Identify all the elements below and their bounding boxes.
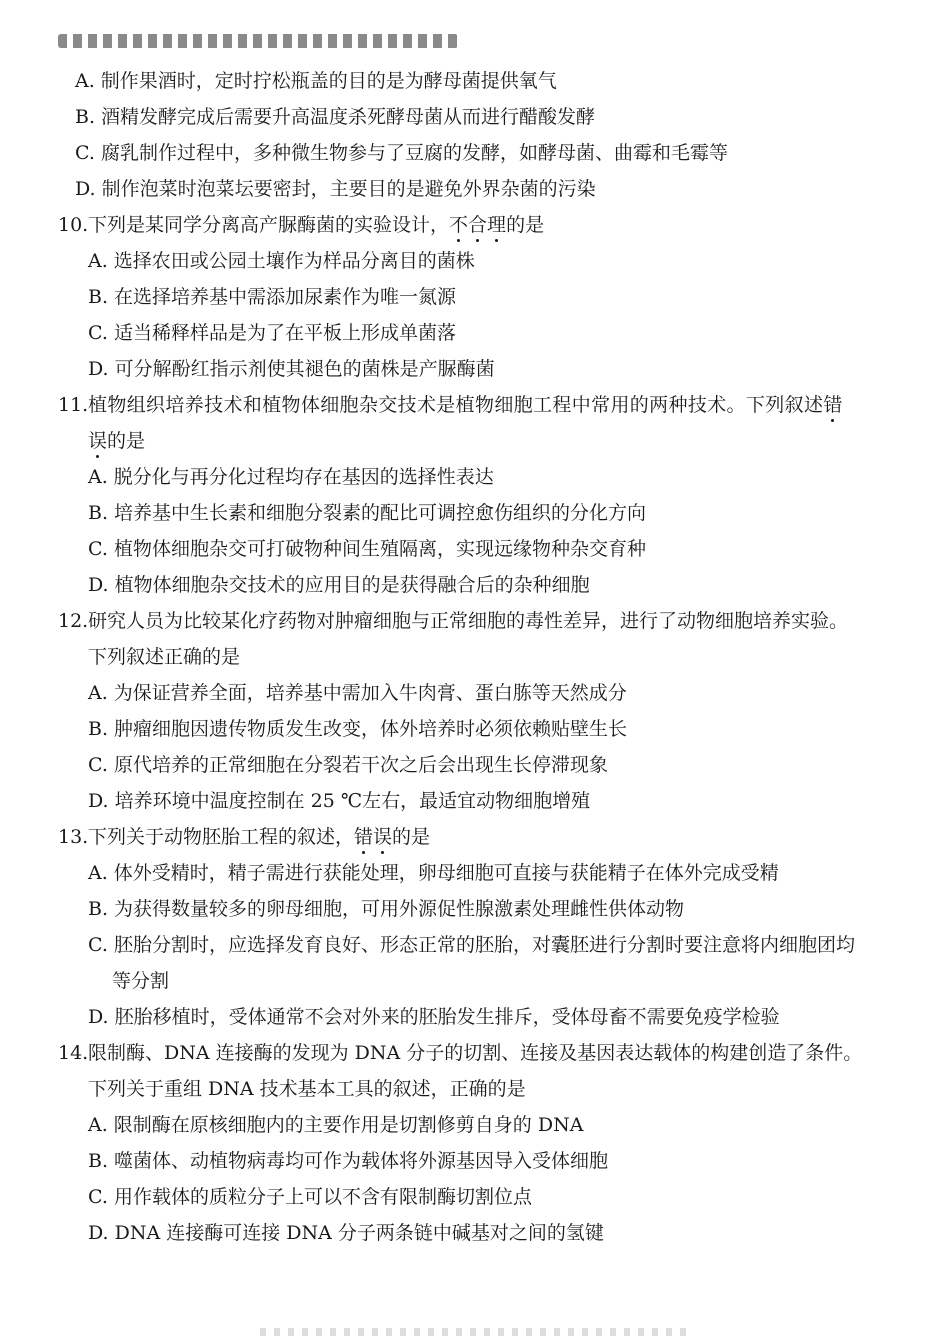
q13-option-c-continued: 等分割 — [112, 970, 170, 992]
q14-option-d: D. DNA 连接酶可连接 DNA 分子两条链中碱基对之间的氢键 — [88, 1222, 604, 1244]
q13-option-c: C. 胚胎分割时，应选择发育良好、形态正常的胚胎，对囊胚进行分割时要注意将内细胞团均 — [88, 934, 855, 956]
q11-number: 11. — [58, 394, 89, 416]
emphasis-char: 错 — [823, 387, 842, 423]
q13-number: 13. — [58, 826, 89, 848]
q10-number: 10. — [58, 214, 89, 236]
q13-option-a: A. 体外受精时，精子需进行获能处理，卵母细胞可直接与获能精子在体外完成受精 — [88, 862, 779, 884]
q12-option-d: D. 培养环境中温度控制在 25 ℃左右，最适宜动物细胞增殖 — [88, 790, 591, 812]
emphasis-char: 误 — [88, 423, 107, 459]
q14-option-b: B. 噬菌体、动植物病毒均可作为载体将外源基因导入受体细胞 — [88, 1150, 609, 1172]
q9-option-b: B. 酒精发酵完成后需要升高温度杀死酵母菌从而进行醋酸发酵 — [75, 106, 596, 128]
q9-option-a: A. 制作果酒时，定时拧松瓶盖的目的是为酵母菌提供氧气 — [75, 70, 557, 92]
q14-option-a: A. 限制酶在原核细胞内的主要作用是切割修剪自身的 DNA — [88, 1114, 584, 1136]
q12-option-c: C. 原代培养的正常细胞在分裂若干次之后会出现生长停滞现象 — [88, 754, 608, 776]
q14-number: 14. — [58, 1042, 89, 1064]
q12-option-b: B. 肿瘤细胞因遗传物质发生改变，体外培养时必须依赖贴壁生长 — [88, 718, 628, 740]
q11-option-c: C. 植物体细胞杂交可打破物种间生殖隔离，实现远缘物种杂交育种 — [88, 538, 646, 560]
emphasis-char: 不 — [449, 207, 468, 243]
q9-option-c: C. 腐乳制作过程中，多种微生物参与了豆腐的发酵，如酵母菌、曲霉和毛霉等 — [75, 142, 728, 164]
q10-option-a: A. 选择农田或公园土壤作为样品分离目的菌株 — [88, 250, 475, 272]
q13-option-d: D. 胚胎移植时，受体通常不会对外来的胚胎发生排斥，受体母畜不需要免疫学检验 — [88, 1006, 780, 1028]
q12-stem-continued: 下列叙述正确的是 — [88, 646, 241, 668]
questions — [0, 63, 950, 1251]
q12-number: 12. — [58, 610, 89, 632]
q11-option-a: A. 脱分化与再分化过程均存在基因的选择性表达 — [88, 466, 494, 488]
emphasis-char: 错 — [354, 819, 373, 855]
emphasis-char: 理 — [487, 207, 506, 243]
q10-option-c: C. 适当稀释样品是为了在平板上形成单菌落 — [88, 322, 456, 344]
q11-option-d: D. 植物体细胞杂交技术的应用目的是获得融合后的杂种细胞 — [88, 574, 590, 596]
q13-stem: 13. 下列关于动物胚胎工程的叙述，错误的是 — [0, 819, 950, 855]
q12-option-a: A. 为保证营养全面，培养基中需加入牛肉膏、蛋白胨等天然成分 — [88, 682, 627, 704]
q11-stem-continued: 误的是 — [0, 423, 950, 459]
q9-option-d: D. 制作泡菜时泡菜坛要密封，主要目的是避免外界杂菌的污染 — [75, 178, 596, 200]
q11-stem: 11. 植物组织培养技术和植物体细胞杂交技术是植物细胞工程中常用的两种技术。下列叙述错 — [0, 387, 950, 423]
q12-stem: 12. 研究人员为比较某化疗药物对肿瘤细胞与正常细胞的毒性差异，进行了动物细胞培养实验。 — [0, 603, 950, 639]
q10-option-d: D. 可分解酚红指示剂使其褪色的菌株是产脲酶菌 — [88, 358, 495, 380]
q14-stem-continued: 下列关于重组 DNA 技术基本工具的叙述，正确的是 — [88, 1078, 526, 1100]
cut-off-question-9-stem — [58, 34, 458, 48]
emphasis-char: 误 — [373, 819, 392, 855]
q11-option-b: B. 培养基中生长素和细胞分裂素的配比可调控愈伤组织的分化方向 — [88, 502, 647, 524]
emphasis-char: 合 — [468, 207, 487, 243]
q13-option-b: B. 为获得数量较多的卵母细胞，可用外源促性腺激素处理雌性供体动物 — [88, 898, 685, 920]
cut-off-footer — [260, 1328, 690, 1336]
q14-stem: 14. 限制酶、DNA 连接酶的发现为 DNA 分子的切割、连接及基因表达载体的构建创造了条件。 — [0, 1035, 950, 1071]
q10-option-b: B. 在选择培养基中需添加尿素作为唯一氮源 — [88, 286, 457, 308]
q10-stem: 10. 下列是某同学分离高产脲酶菌的实验设计，不合理的是 — [0, 207, 950, 243]
q14-option-c: C. 用作载体的质粒分子上可以不含有限制酶切割位点 — [88, 1186, 532, 1208]
